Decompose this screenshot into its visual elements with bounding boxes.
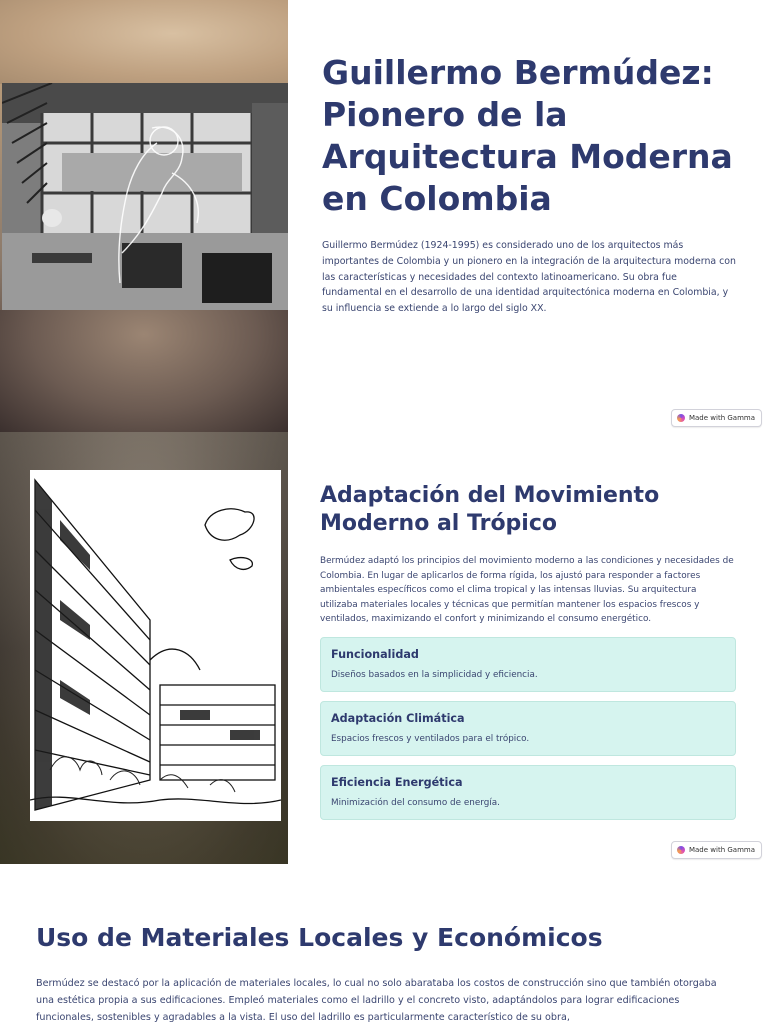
badge-label: Made with Gamma xyxy=(688,414,755,422)
gamma-logo-icon xyxy=(677,414,685,422)
card-funcionalidad xyxy=(320,637,736,692)
interior-photo xyxy=(2,83,288,310)
gamma-logo-icon xyxy=(677,846,685,854)
badge-label: Made with Gamma xyxy=(688,846,755,854)
sketch-image-panel xyxy=(0,432,288,864)
card-description: Espacios frescos y ventilados para el trópico. xyxy=(331,733,530,744)
card-description: Minimización del consumo de energía. xyxy=(331,797,500,808)
image-blur-bottom xyxy=(0,310,288,432)
intro-image-panel xyxy=(0,0,288,432)
materials-content xyxy=(36,922,736,1024)
slide-intro xyxy=(0,0,768,432)
card-eficiencia-energetica xyxy=(320,765,736,820)
materials-paragraph: Bermúdez se destacó por la aplicación de materiales locales, lo cual no solo abarataba los costos de construcción sino que también otorgaba una estética propia a sus edificaciones. Empleó materiales como el ladrillo y el concreto visto, adaptándolos para lograr edificaciones funcionales, sostenibles y agradables a la vista. El uso del ladrillo es particularmente característico de su obra, xyxy=(36,978,717,1023)
made-with-gamma-badge[interactable] xyxy=(671,409,762,427)
slide-tropical-adaptation xyxy=(0,432,768,864)
card-title: Funcionalidad xyxy=(331,647,419,661)
feature-cards xyxy=(320,637,736,820)
tropical-paragraph: Bermúdez adaptó los principios del movimiento moderno a las condiciones y necesidades de Colombia. En lugar de aplicarlos de forma rígida, los ajustó para responder a factores ambientales específicos como el clima tropical y las intensas lluvias. Su arquitectura utilizaba materiales locales y técnicas que permitían mantener los espacios frescos y ventilados, maximizando el confort y minimizando el consumo energético. xyxy=(320,556,734,625)
card-title: Adaptación Climática xyxy=(331,711,465,725)
image-blur-top xyxy=(0,0,288,84)
slide-local-materials xyxy=(0,864,768,1024)
card-title: Eficiencia Energética xyxy=(331,775,463,789)
made-with-gamma-badge[interactable] xyxy=(671,841,762,859)
materials-title: Uso de Materiales Locales y Económicos xyxy=(36,923,603,952)
intro-title: Guillermo Bermúdez: Pionero de la Arquitectura Moderna en Colombia xyxy=(322,53,733,218)
building-sketch xyxy=(30,470,281,821)
card-description: Diseños basados en la simplicidad y eficiencia. xyxy=(331,669,538,680)
intro-paragraph: Guillermo Bermúdez (1924-1995) es considerado uno de los arquitectos más importantes de Colombia y un pionero en la integración de la arquitectura moderna con las características y necesidades del contexto latinoamericano. Su obra fue fundamental en el desarrollo de una identidad arquitectónica moderna en Colombia, y su influencia se extiende a lo largo del siglo XX. xyxy=(322,240,736,315)
tropical-title: Adaptación del Movimiento Moderno al Trópico xyxy=(320,483,660,536)
tropical-content xyxy=(320,482,736,829)
intro-content xyxy=(322,52,736,317)
card-adaptacion-climatica xyxy=(320,701,736,756)
